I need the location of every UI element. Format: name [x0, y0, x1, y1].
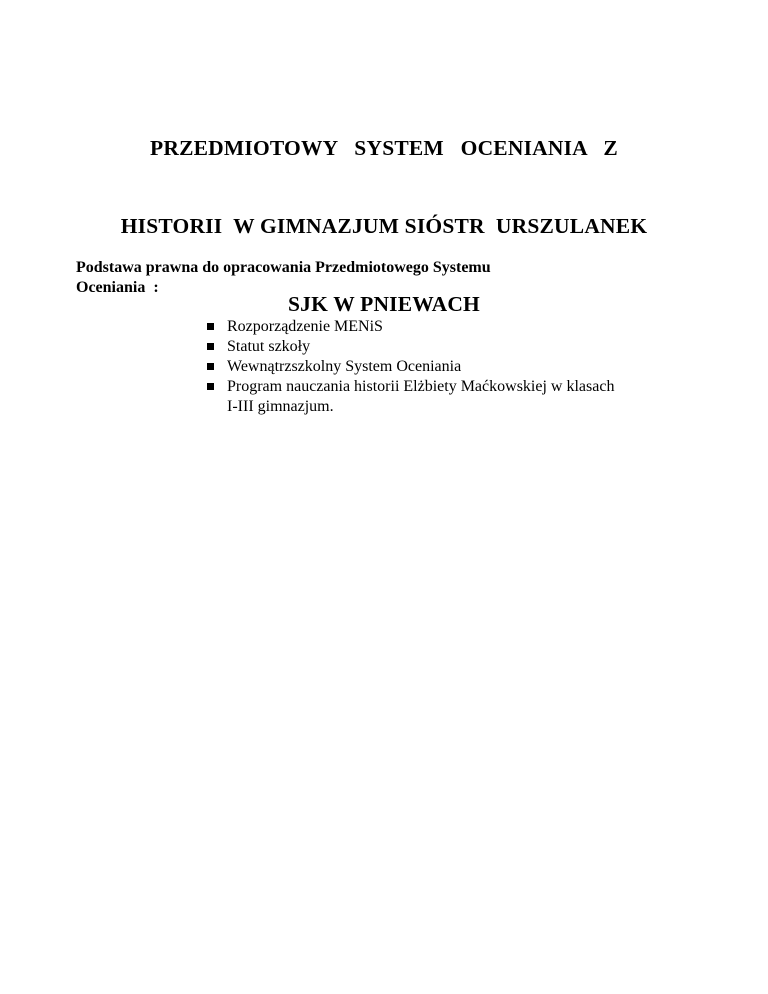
list-item-line: Rozporządzenie MENiS — [227, 318, 383, 335]
list-item — [207, 337, 727, 357]
title-line: HISTORII W GIMNAZJUM SIÓSTR URSZULANEK — [120, 214, 648, 238]
section-heading-line: Podstawa prawna do opracowania Przedmiotowego Systemu — [76, 259, 491, 276]
list-item-line: Statut szkoły — [227, 338, 311, 355]
list-item-text — [227, 337, 727, 357]
list-item-text — [227, 377, 727, 417]
square-bullet-icon — [207, 383, 214, 390]
square-bullet-icon — [207, 343, 214, 350]
list-item-line: Program nauczania historii Elżbiety Maćkowskiej w klasach — [227, 378, 615, 395]
list-item-text — [227, 317, 727, 337]
title-line: SJK W PNIEWACH — [288, 292, 480, 316]
section-heading-line: Oceniania : — [76, 279, 159, 296]
square-bullet-icon — [207, 363, 214, 370]
list-item — [207, 377, 727, 417]
list-item-line: Wewnątrzszkolny System Oceniania — [227, 358, 462, 375]
section-heading — [76, 258, 696, 298]
list-item — [207, 317, 727, 337]
list-item-text — [227, 357, 727, 377]
list-item-line: I-III gimnazjum. — [227, 398, 334, 415]
list-item — [207, 357, 727, 377]
legal-basis-list — [207, 317, 727, 417]
title-line: PRZEDMIOTOWY SYSTEM OCENIANIA Z — [150, 136, 618, 160]
square-bullet-icon — [207, 323, 214, 330]
